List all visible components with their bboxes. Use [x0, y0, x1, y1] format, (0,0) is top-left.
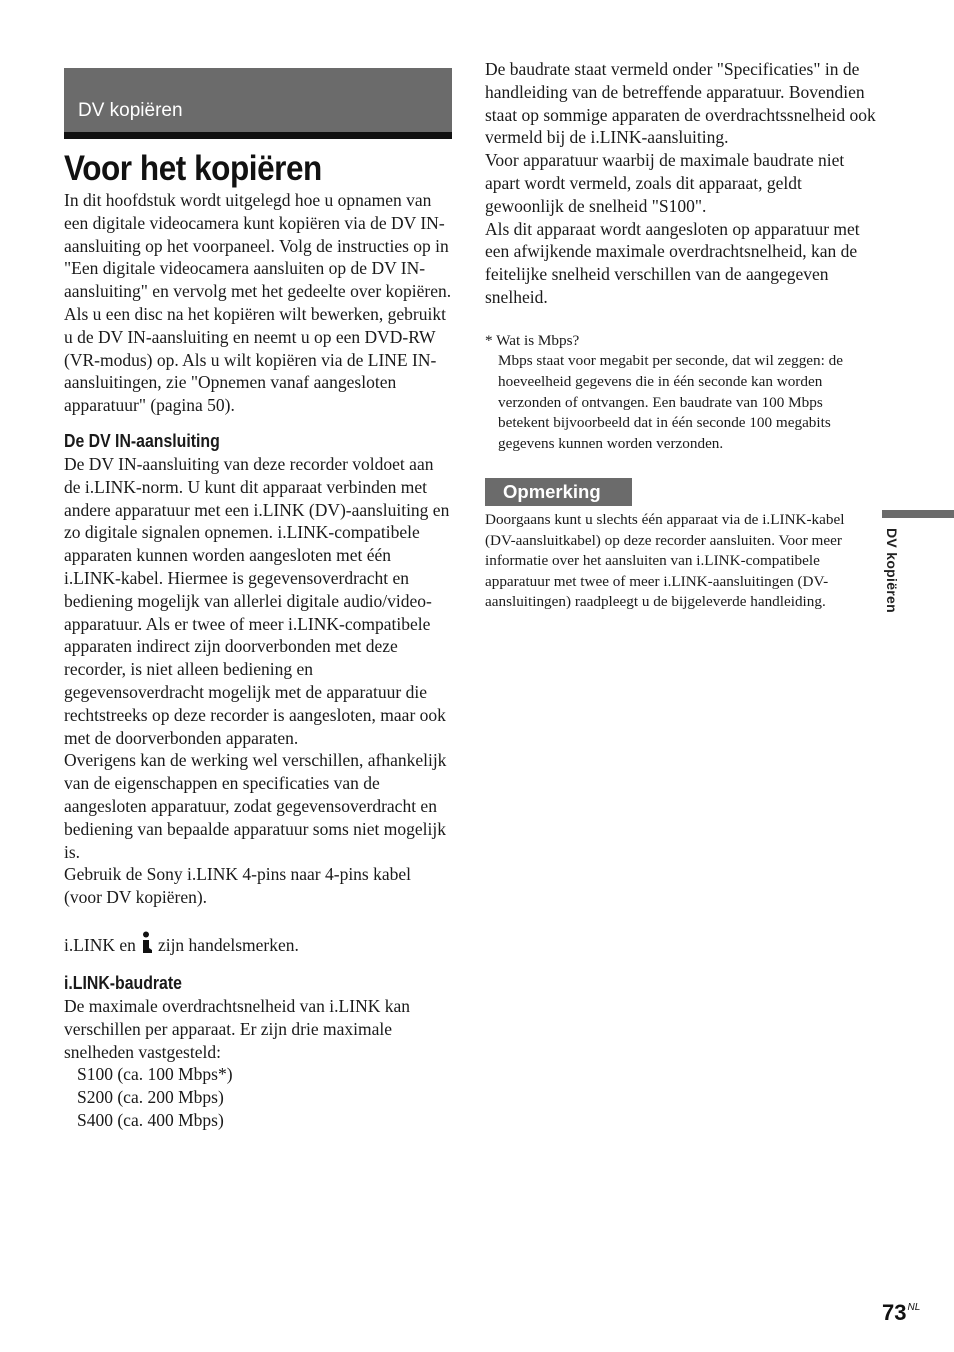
baud-paragraph-2: De baudrate staat vermeld onder "Specificaties" in de handleiding van de betreffende apparatuur. Bovendien staat op sommige apparaten de overdrachtssnelheid ook vermeld bij de i.LINK-aansluiting.	[485, 59, 876, 148]
right-column	[485, 58, 877, 628]
section-header-bar	[64, 68, 452, 139]
note-badge: Opmerking	[485, 478, 632, 506]
page-number	[882, 1300, 920, 1326]
side-tab-label: DV kopiëren	[884, 528, 900, 613]
left-column	[64, 68, 452, 1132]
footnote-title: * Wat is Mbps?	[485, 331, 580, 349]
speed-item: S100 (ca. 100 Mbps*)	[77, 1064, 233, 1085]
page-number-suffix: NL	[907, 1302, 921, 1313]
baud-paragraph-4: Als dit apparaat wordt aangesloten op apparatuur met een afwijkende maximale overdrachtsnelheid, kan de feitelijke snelheid verschillen van de aangegeven snelheid.	[485, 218, 860, 307]
note-text: Doorgaans kunt u slechts één apparaat via de i.LINK-kabel (DV-aansluitkabel) op deze recorder aansluiten. Voor meer informatie over het aansluiten van i.LINK-compatibele apparatuur met twee of meer i.LINK-aansluitingen (DV-aansluitingen) raadpleegt u de bijgeleverde handleiding.	[485, 511, 845, 610]
page-title: Voor het kopiëren	[64, 149, 322, 188]
page-number-value: 73	[882, 1300, 907, 1325]
trademark-line	[64, 931, 452, 961]
dv-paragraph-3: Gebruik de Sony i.LINK 4-pins naar 4-pins kabel (voor DV kopiëren).	[64, 864, 412, 908]
dv-section-heading: De DV IN-aansluiting	[64, 430, 220, 451]
trademark-text-before: i.LINK en	[64, 934, 136, 955]
speed-list	[64, 1063, 452, 1131]
ilink-logo-icon	[140, 931, 154, 961]
baud-paragraph-3: Voor apparatuur waarbij de maximale baudrate niet apart wordt vermeld, zoals dit apparaat, geldt gewoonlijk de snelheid "S100".	[485, 150, 845, 216]
side-tab-bar	[882, 510, 954, 518]
baud-paragraph-1: De maximale overdrachtsnelheid van i.LINK kan verschillen per apparaat. Er zijn drie maximale snelheden vastgesteld:	[64, 995, 410, 1062]
intro-paragraph: In dit hoofdstuk wordt uitgelegd hoe u opnamen van een digitale videocamera kunt kopiëren via de DV IN-aansluiting op het voorpaneel. Volg de instructies op in "Een digitale videocamera aansluiten op de DV IN-aansluiting" en vervolg met het gedeelte over kopiëren. Als u een disc na het kopiëren wilt bewerken, gebruikt u de DV IN-aansluiting en neemt u op een DVD-RW (VR-modus) op. Als u wilt kopiëren via de LINE IN-aansluitingen, zie "Opnemen vanaf aangesloten apparatuur" (pagina 50).	[64, 190, 452, 416]
baud-section-heading: i.LINK-baudrate	[64, 972, 182, 993]
speed-item: S400 (ca. 400 Mbps)	[77, 1109, 224, 1130]
dv-paragraph-1: De DV IN-aansluiting van deze recorder voldoet aan de i.LINK-norm. U kunt dit apparaat verbinden met andere apparatuur met een i.LINK (DV)-aansluiting en zo digitale signalen opnemen. i.LINK-compatibele apparaten kunnen worden aangesloten met één i.LINK-kabel. Hiermee is gegevensoverdracht en bediening mogelijk van allerlei digitale audio/video-apparatuur. Als er twee of meer i.LINK-compatibele apparaten indirect zijn doorverbonden met deze recorder, is niet alleen bediening en gegevensoverdracht mogelijk met de apparatuur die rechtstreeks op deze recorder is aangesloten, maar ook met de doorverbonden apparaten.	[64, 453, 450, 748]
section-label: DV kopiëren	[78, 100, 183, 121]
trademark-text-after: zijn handelsmerken.	[157, 934, 299, 955]
footnote-body: Mbps staat voor megabit per seconde, dat wil zeggen: de hoeveelheid gegevens die in één seconde kan worden verzonden of ontvangen. Een baudrate van 100 Mbps betekent bijvoorbeeld dat in één seconde 100 megabits gegevens kunnen worden verzonden.	[498, 352, 843, 452]
dv-paragraph-2: Overigens kan de werking wel verschillen, afhankelijk van de eigenschappen en specificaties van de aangesloten apparatuur, zodat gegevensoverdracht en bediening van bepaalde apparatuur soms niet mogelijk is.	[64, 750, 447, 862]
footnote	[485, 331, 877, 455]
speed-item: S200 (ca. 200 Mbps)	[77, 1087, 224, 1108]
